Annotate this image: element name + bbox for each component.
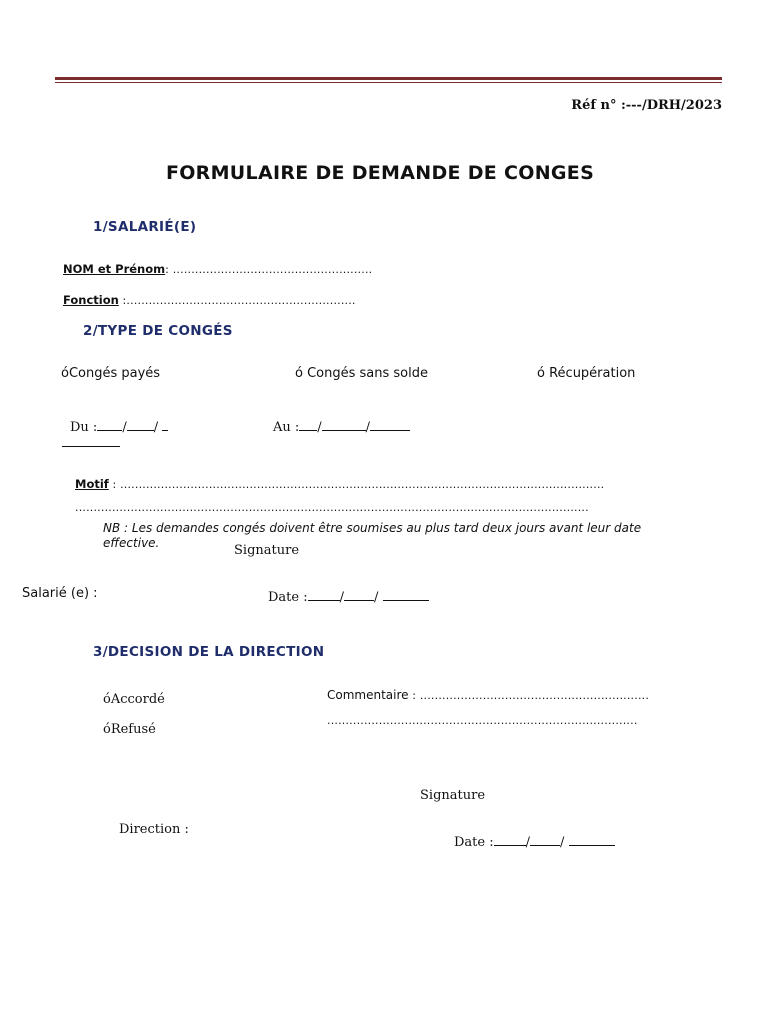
- function-field[interactable]: :..............................................................: [118, 294, 356, 307]
- to-date-label: Au :: [273, 420, 300, 435]
- direction-date-label: Date :: [454, 835, 494, 850]
- from-date-row: Du : / /: [70, 418, 168, 435]
- comment-field-line-1[interactable]: : ..............................................................: [408, 689, 650, 702]
- header-rule-thick: [55, 77, 722, 80]
- comment-label: Commentaire: [327, 688, 409, 702]
- option-approved-label: Accordé: [110, 692, 165, 707]
- function-label: Fonction: [63, 293, 119, 307]
- option-refused-label: Refusé: [110, 722, 156, 737]
- checkbox-icon[interactable]: ό: [61, 366, 69, 381]
- option-unpaid-leave-label: Congés sans solde: [302, 366, 428, 381]
- checkbox-icon[interactable]: ό: [537, 366, 545, 381]
- option-paid-leave-label: Congés payés: [68, 366, 161, 381]
- comment-field-line-2[interactable]: ....................................................................................: [327, 714, 638, 727]
- to-date-row: Au : / /: [273, 418, 410, 435]
- section-leave-type-heading: 2/TYPE DE CONGÉS: [83, 323, 233, 339]
- checkbox-icon[interactable]: ό: [295, 366, 303, 381]
- from-year-field[interactable]: [62, 446, 120, 447]
- option-unpaid-leave[interactable]: [295, 366, 428, 381]
- option-approved[interactable]: [103, 692, 165, 707]
- to-day-field[interactable]: [299, 418, 317, 431]
- employee-date-label: Date :: [268, 590, 308, 605]
- option-paid-leave[interactable]: [61, 366, 160, 381]
- note-text: NB : Les demandes congés doivent être soumises au plus tard deux jours avant leur date effective.: [103, 521, 642, 550]
- name-row: [63, 262, 372, 276]
- section-decision-heading: 3/DECISION DE LA DIRECTION: [93, 644, 325, 660]
- from-day-field[interactable]: [97, 418, 122, 431]
- to-month-field[interactable]: [322, 418, 366, 431]
- direction-date-month[interactable]: [530, 833, 560, 846]
- reason-label: Motif: [75, 477, 109, 491]
- direction-date-year[interactable]: [569, 833, 615, 846]
- employee-date-year[interactable]: [383, 588, 429, 601]
- direction-signature-label: Signature: [420, 788, 486, 803]
- direction-date-day[interactable]: [494, 833, 526, 846]
- to-year-field[interactable]: [370, 418, 410, 431]
- option-refused[interactable]: [103, 722, 156, 737]
- direction-date-row: Date : / /: [454, 833, 615, 850]
- comment-row: [327, 688, 649, 702]
- header-rule-thin: [55, 82, 722, 83]
- from-year-start: [162, 418, 168, 431]
- employee-date-row: Date : / /: [268, 588, 429, 605]
- checkbox-icon[interactable]: ό: [103, 722, 111, 737]
- reason-field-line-2[interactable]: ...........................................................................................................................................: [75, 501, 589, 514]
- employee-signature-label: Signature: [234, 543, 300, 558]
- option-recovery[interactable]: [537, 366, 635, 381]
- direction-label: Direction :: [119, 822, 189, 837]
- reason-row: [75, 477, 604, 491]
- employee-date-month[interactable]: [344, 588, 374, 601]
- function-row: [63, 293, 356, 307]
- reason-field-line-1[interactable]: : ...................................................................................................................................: [108, 478, 605, 491]
- option-recovery-label: Récupération: [544, 366, 636, 381]
- page-title: FORMULAIRE DE DEMANDE DE CONGES: [165, 162, 595, 184]
- name-field[interactable]: : ......................................................: [165, 263, 373, 276]
- employee-label: Salarié (e) :: [22, 586, 98, 601]
- from-date-label: Du :: [70, 420, 98, 435]
- section-employee-heading: 1/SALARIÉ(E): [93, 219, 197, 235]
- name-label: NOM et Prénom: [63, 262, 166, 276]
- checkbox-icon[interactable]: ό: [103, 692, 111, 707]
- reference-number: Réf n° :---/DRH/2023: [571, 98, 722, 113]
- employee-date-day[interactable]: [308, 588, 340, 601]
- from-month-field[interactable]: [127, 418, 154, 431]
